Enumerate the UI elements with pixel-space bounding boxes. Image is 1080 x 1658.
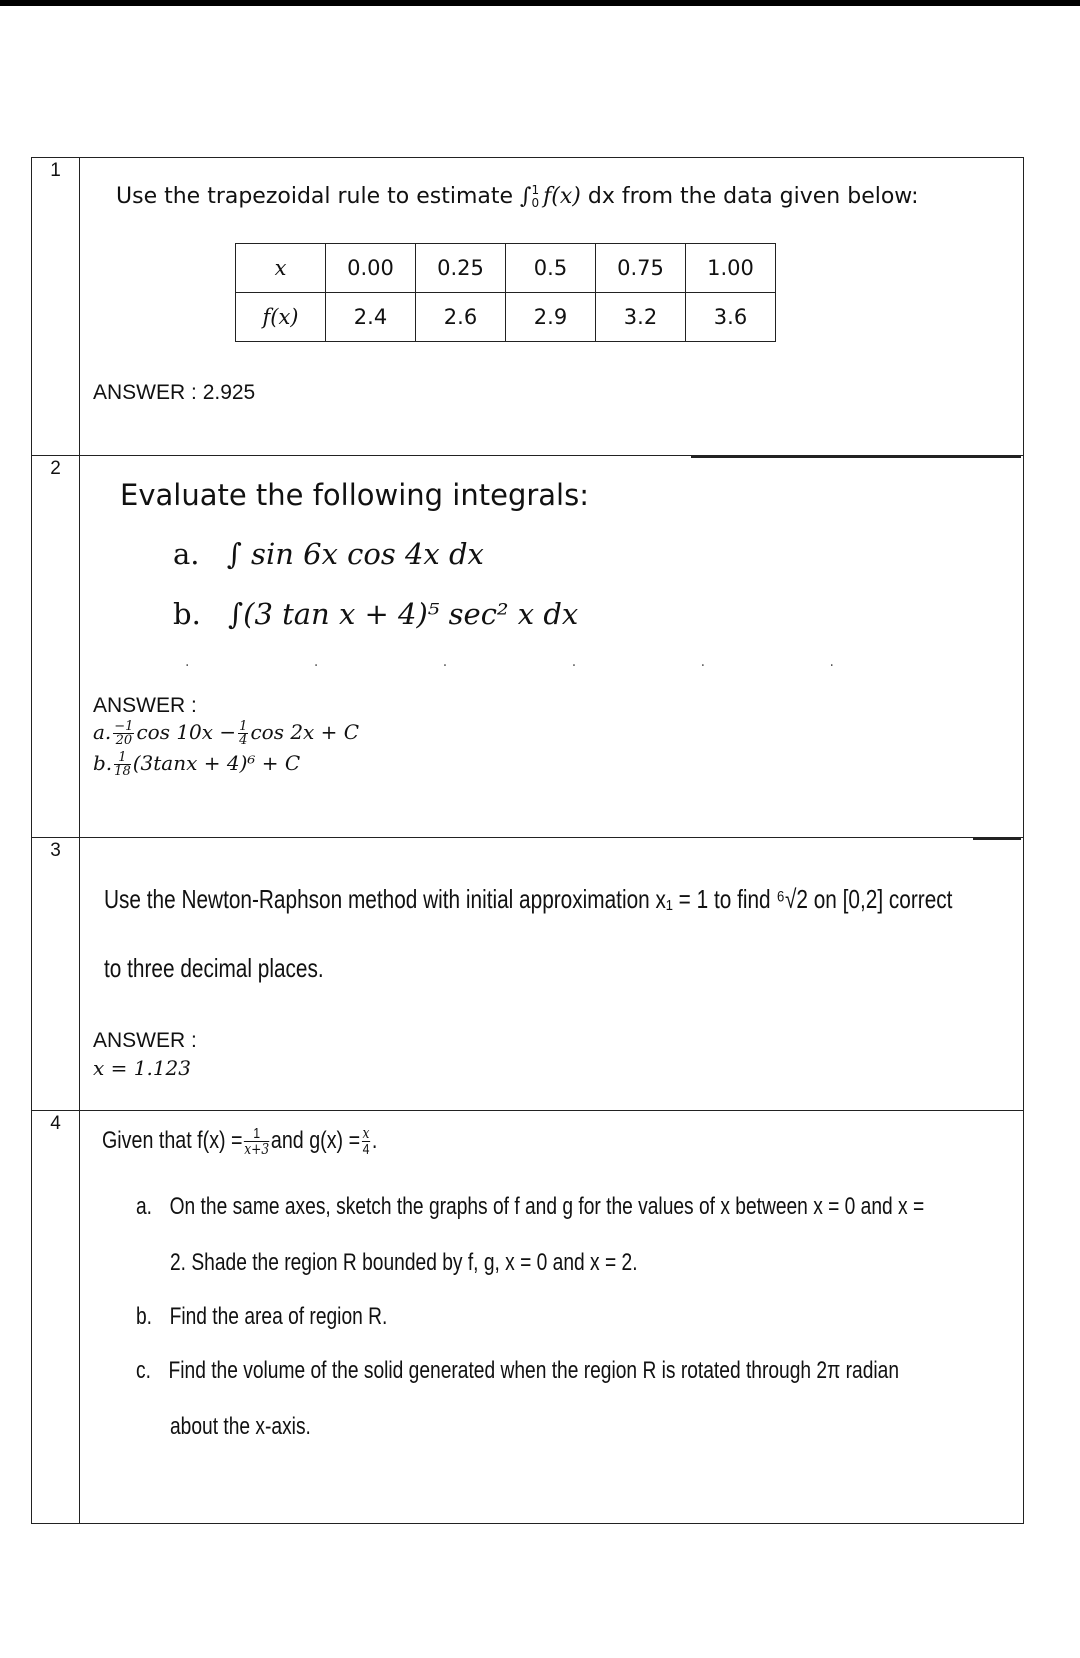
question-cell <box>80 456 1023 837</box>
part-c-line-2: about the x-axis. <box>170 1413 311 1440</box>
integral-item-a <box>173 537 484 571</box>
question-number: 2 <box>32 456 80 837</box>
denominator: 4 <box>362 1141 370 1158</box>
question-prompt-line-1: Use the Newton-Raphson method with initial approximation x₁ = 1 to find ⁶√2 on [0,2] correct <box>104 884 953 914</box>
numerator: −1 <box>114 719 134 734</box>
given-functions <box>102 1126 438 1157</box>
table-cell: 2.6 <box>416 293 506 342</box>
question-cell <box>80 838 1023 1110</box>
part-c-line-1 <box>136 1357 899 1385</box>
answer <box>93 1029 197 1080</box>
table-cell: 2.4 <box>326 293 416 342</box>
answer-label: ANSWER : <box>93 694 197 717</box>
fraction <box>244 1126 269 1157</box>
item-expression: ∫ sin 6x cos 4x dx <box>226 537 484 571</box>
numerator: 1 <box>239 719 248 734</box>
question-row-1 <box>32 158 1023 455</box>
question-number: 1 <box>32 158 80 455</box>
question-prompt-line-2: to three decimal places. <box>104 953 324 983</box>
item-label: a. <box>173 537 200 571</box>
fraction <box>362 1126 371 1157</box>
answer-term: cos 10x − <box>136 720 237 744</box>
part-a-line-2: 2. Shade the region R bounded by f, g, x = 0 and x = 2. <box>170 1249 638 1276</box>
answer <box>93 694 359 778</box>
table-cell: 0.00 <box>326 244 416 293</box>
table-cell: 0.25 <box>416 244 506 293</box>
answer <box>93 381 255 405</box>
integral-upper-limit: 1 <box>531 183 540 197</box>
denominator: x+3 <box>244 1140 270 1158</box>
answer-prefix: b. <box>93 751 113 775</box>
part-label: a. <box>136 1193 153 1220</box>
answer-label: ANSWER : <box>93 381 197 404</box>
question-number: 4 <box>32 1111 80 1523</box>
fraction <box>114 751 131 778</box>
answer-term: (3tanx + 4)⁶ + C <box>132 751 301 775</box>
part-label: b. <box>136 1303 153 1330</box>
part-text: Find the area of region R. <box>169 1303 388 1330</box>
item-expression: ∫(3 tan x + 4)⁵ sec² x dx <box>228 597 579 631</box>
table-row-x <box>236 244 776 293</box>
fraction <box>238 720 248 747</box>
question-row-3 <box>32 837 1023 1110</box>
table-cell: 0.5 <box>506 244 596 293</box>
answer-term: cos 2x + C <box>250 720 360 744</box>
item-label: b. <box>173 597 201 631</box>
integral-sign: ∫ <box>520 184 532 210</box>
question-prompt <box>116 184 919 210</box>
question-cell <box>80 158 1023 455</box>
answer-line-b <box>93 751 359 778</box>
table-cell: 2.9 <box>506 293 596 342</box>
integral-item-b <box>173 597 578 631</box>
question-sheet-table <box>31 157 1024 1524</box>
answer-value: 2.925 <box>202 381 256 404</box>
table-header-x: x <box>236 244 326 293</box>
faint-dots: · · · · · · <box>185 658 894 674</box>
table-cell: 1.00 <box>686 244 776 293</box>
given-text: and g(x) = <box>270 1126 361 1154</box>
divider-fragment <box>691 456 1021 458</box>
prompt-text: Use the trapezoidal rule to estimate <box>116 184 521 210</box>
given-text: . <box>371 1126 378 1154</box>
question-row-2 <box>32 455 1023 837</box>
fraction <box>113 720 134 747</box>
data-table <box>235 243 776 342</box>
prompt-text-end: dx from the data given below: <box>580 184 919 210</box>
integral-lower-limit: 0 <box>531 196 540 211</box>
answer-label: ANSWER : <box>93 1029 197 1052</box>
part-text: Find the volume of the solid generated when the region R is rotated through 2π radian <box>168 1357 900 1384</box>
answer-value: x = 1.123 <box>93 1056 192 1080</box>
integral-limits <box>532 184 540 210</box>
denominator: 4 <box>239 733 248 748</box>
numerator: x <box>362 1124 370 1142</box>
table-cell: 0.75 <box>596 244 686 293</box>
numerator: 1 <box>244 1126 269 1142</box>
table-cell: 3.6 <box>686 293 776 342</box>
question-row-4 <box>32 1110 1023 1523</box>
integrand: f(x) <box>543 184 581 210</box>
table-row-fx <box>236 293 776 342</box>
part-b-line-1 <box>136 1303 387 1331</box>
answer-line-a <box>93 720 359 747</box>
given-line <box>102 1126 377 1157</box>
table-cell: 3.2 <box>596 293 686 342</box>
question-cell <box>80 1111 1023 1523</box>
denominator: 18 <box>114 764 131 779</box>
question-heading: Evaluate the following integrals: <box>120 478 589 512</box>
answer-prefix: a. <box>93 720 112 744</box>
numerator: 1 <box>114 751 131 765</box>
part-text: On the same axes, sketch the graphs of f and g for the values of x between x = 0 and x = <box>169 1193 925 1220</box>
part-label: c. <box>136 1357 151 1384</box>
top-border-bar <box>0 0 1080 6</box>
denominator: 20 <box>115 733 133 748</box>
given-text: Given that f(x) = <box>102 1126 243 1154</box>
question-number: 3 <box>32 838 80 1110</box>
divider-fragment <box>973 838 1021 840</box>
table-header-fx: f(x) <box>236 293 326 342</box>
part-a-line-1 <box>136 1193 924 1221</box>
